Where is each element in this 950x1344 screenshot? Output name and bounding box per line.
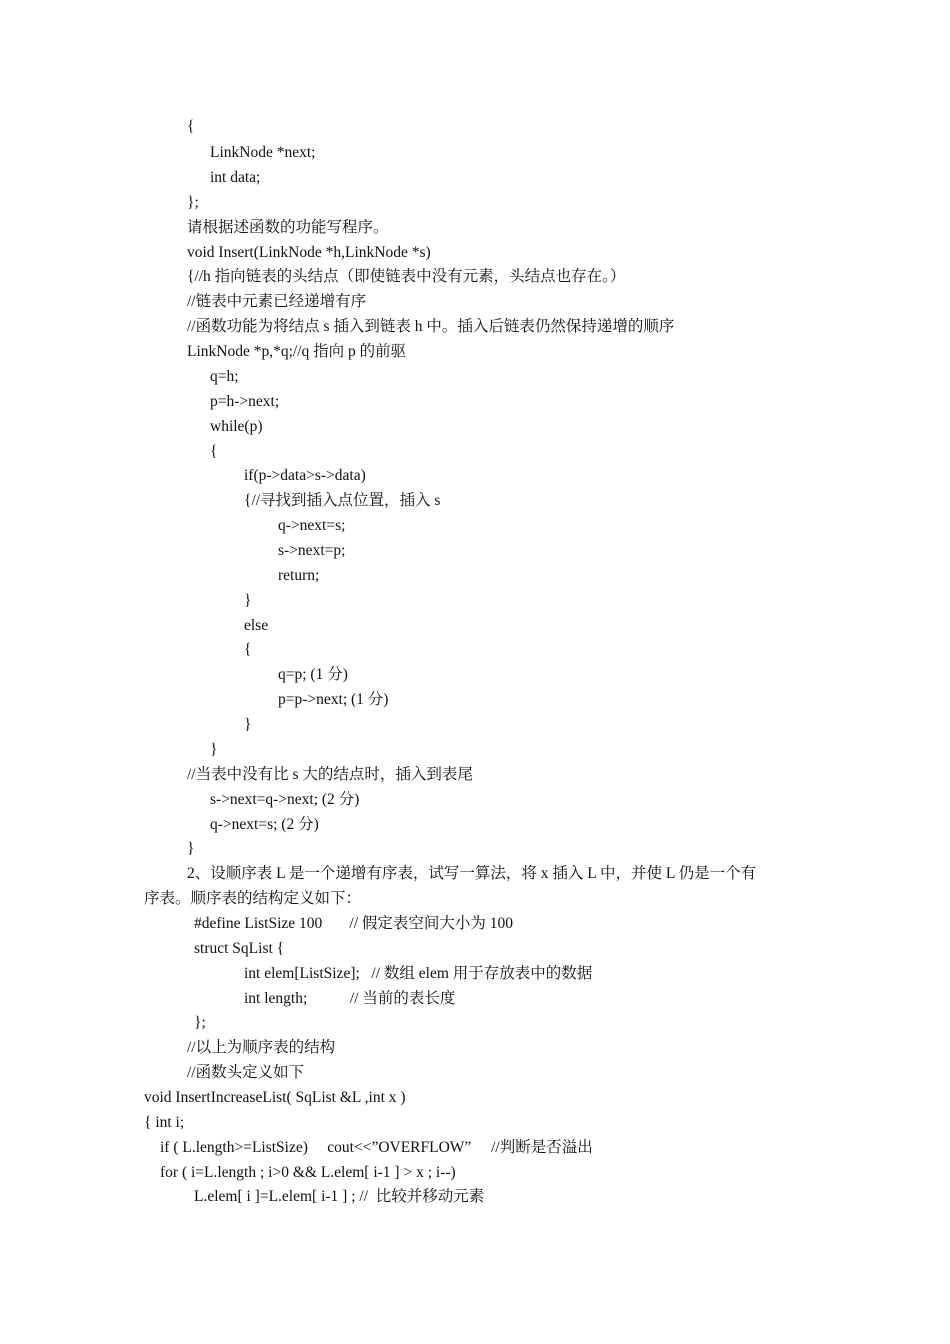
code-line: q->next=s; (2 分) [210,816,319,833]
code-line: { [187,118,195,135]
code-line: q->next=s; [278,517,346,534]
code-line: } [244,592,252,609]
code-line: //以上为顺序表的结构 [187,1039,336,1056]
code-line: return; [278,567,320,584]
code-line: //函数功能为将结点 s 插入到链表 h 中。插入后链表仍然保持递增的顺序 [187,318,675,335]
instruction-text: 请根据述函数的功能写程序。 [187,219,389,236]
code-line: void Insert(LinkNode *h,LinkNode *s) [187,244,431,261]
code-line: q=p; (1 分) [278,666,348,683]
code-line: LinkNode *p,*q;//q 指向 p 的前驱 [187,343,407,360]
code-line: } [210,741,218,758]
question-text: 2、设顺序表 L 是一个递增有序表，试写一算法，将 x 插入 L 中，并使 L 仍是一个有 [187,865,757,882]
code-line: s->next=p; [278,542,346,559]
code-line: if ( L.length>=ListSize) cout<<”OVERFLOW”  //判断是否溢出 [160,1139,593,1156]
code-line: {//寻找到插入点位置，插入 s [244,492,441,509]
code-line: }; [187,194,199,211]
code-line: int length; // 当前的表长度 [244,990,456,1007]
code-line: p=p->next; (1 分) [278,691,389,708]
code-line: { [210,443,218,460]
code-line: int data; [210,169,261,186]
code-line: else [244,617,269,634]
code-line: LinkNode *next; [210,144,316,161]
code-line: while(p) [210,418,263,435]
code-line: for ( i=L.length ; i>0 && L.elem[ i-1 ] > x ; i--) [160,1164,456,1181]
code-line: s->next=q->next; (2 分) [210,791,360,808]
code-line: //当表中没有比 s 大的结点时，插入到表尾 [187,766,473,783]
code-line: }; [194,1014,206,1031]
code-line: } [187,840,195,857]
code-line: p=h->next; [210,393,280,410]
code-line: #define ListSize 100 // 假定表空间大小为 100 [194,915,514,932]
code-line: L.elem[ i ]=L.elem[ i-1 ] ; // 比较并移动元素 [194,1188,485,1205]
code-line: //链表中元素已经递增有序 [187,293,367,310]
question-text: 序表。顺序表的结构定义如下： [144,890,362,907]
code-line: {//h 指向链表的头结点（即使链表中没有元素，头结点也存在。） [187,268,626,285]
code-line: q=h; [210,368,239,385]
code-line: } [244,716,252,733]
code-line: void InsertIncreaseList( SqList &L ,int x ) [144,1089,406,1106]
code-line: if(p->data>s->data) [244,467,366,484]
code-line: struct SqList { [194,940,285,957]
code-line: { int i; [144,1114,185,1131]
code-line: int elem[ListSize]; // 数组 elem 用于存放表中的数据 [244,965,593,982]
code-line: { [244,641,252,658]
code-line: //函数头定义如下 [187,1064,305,1081]
